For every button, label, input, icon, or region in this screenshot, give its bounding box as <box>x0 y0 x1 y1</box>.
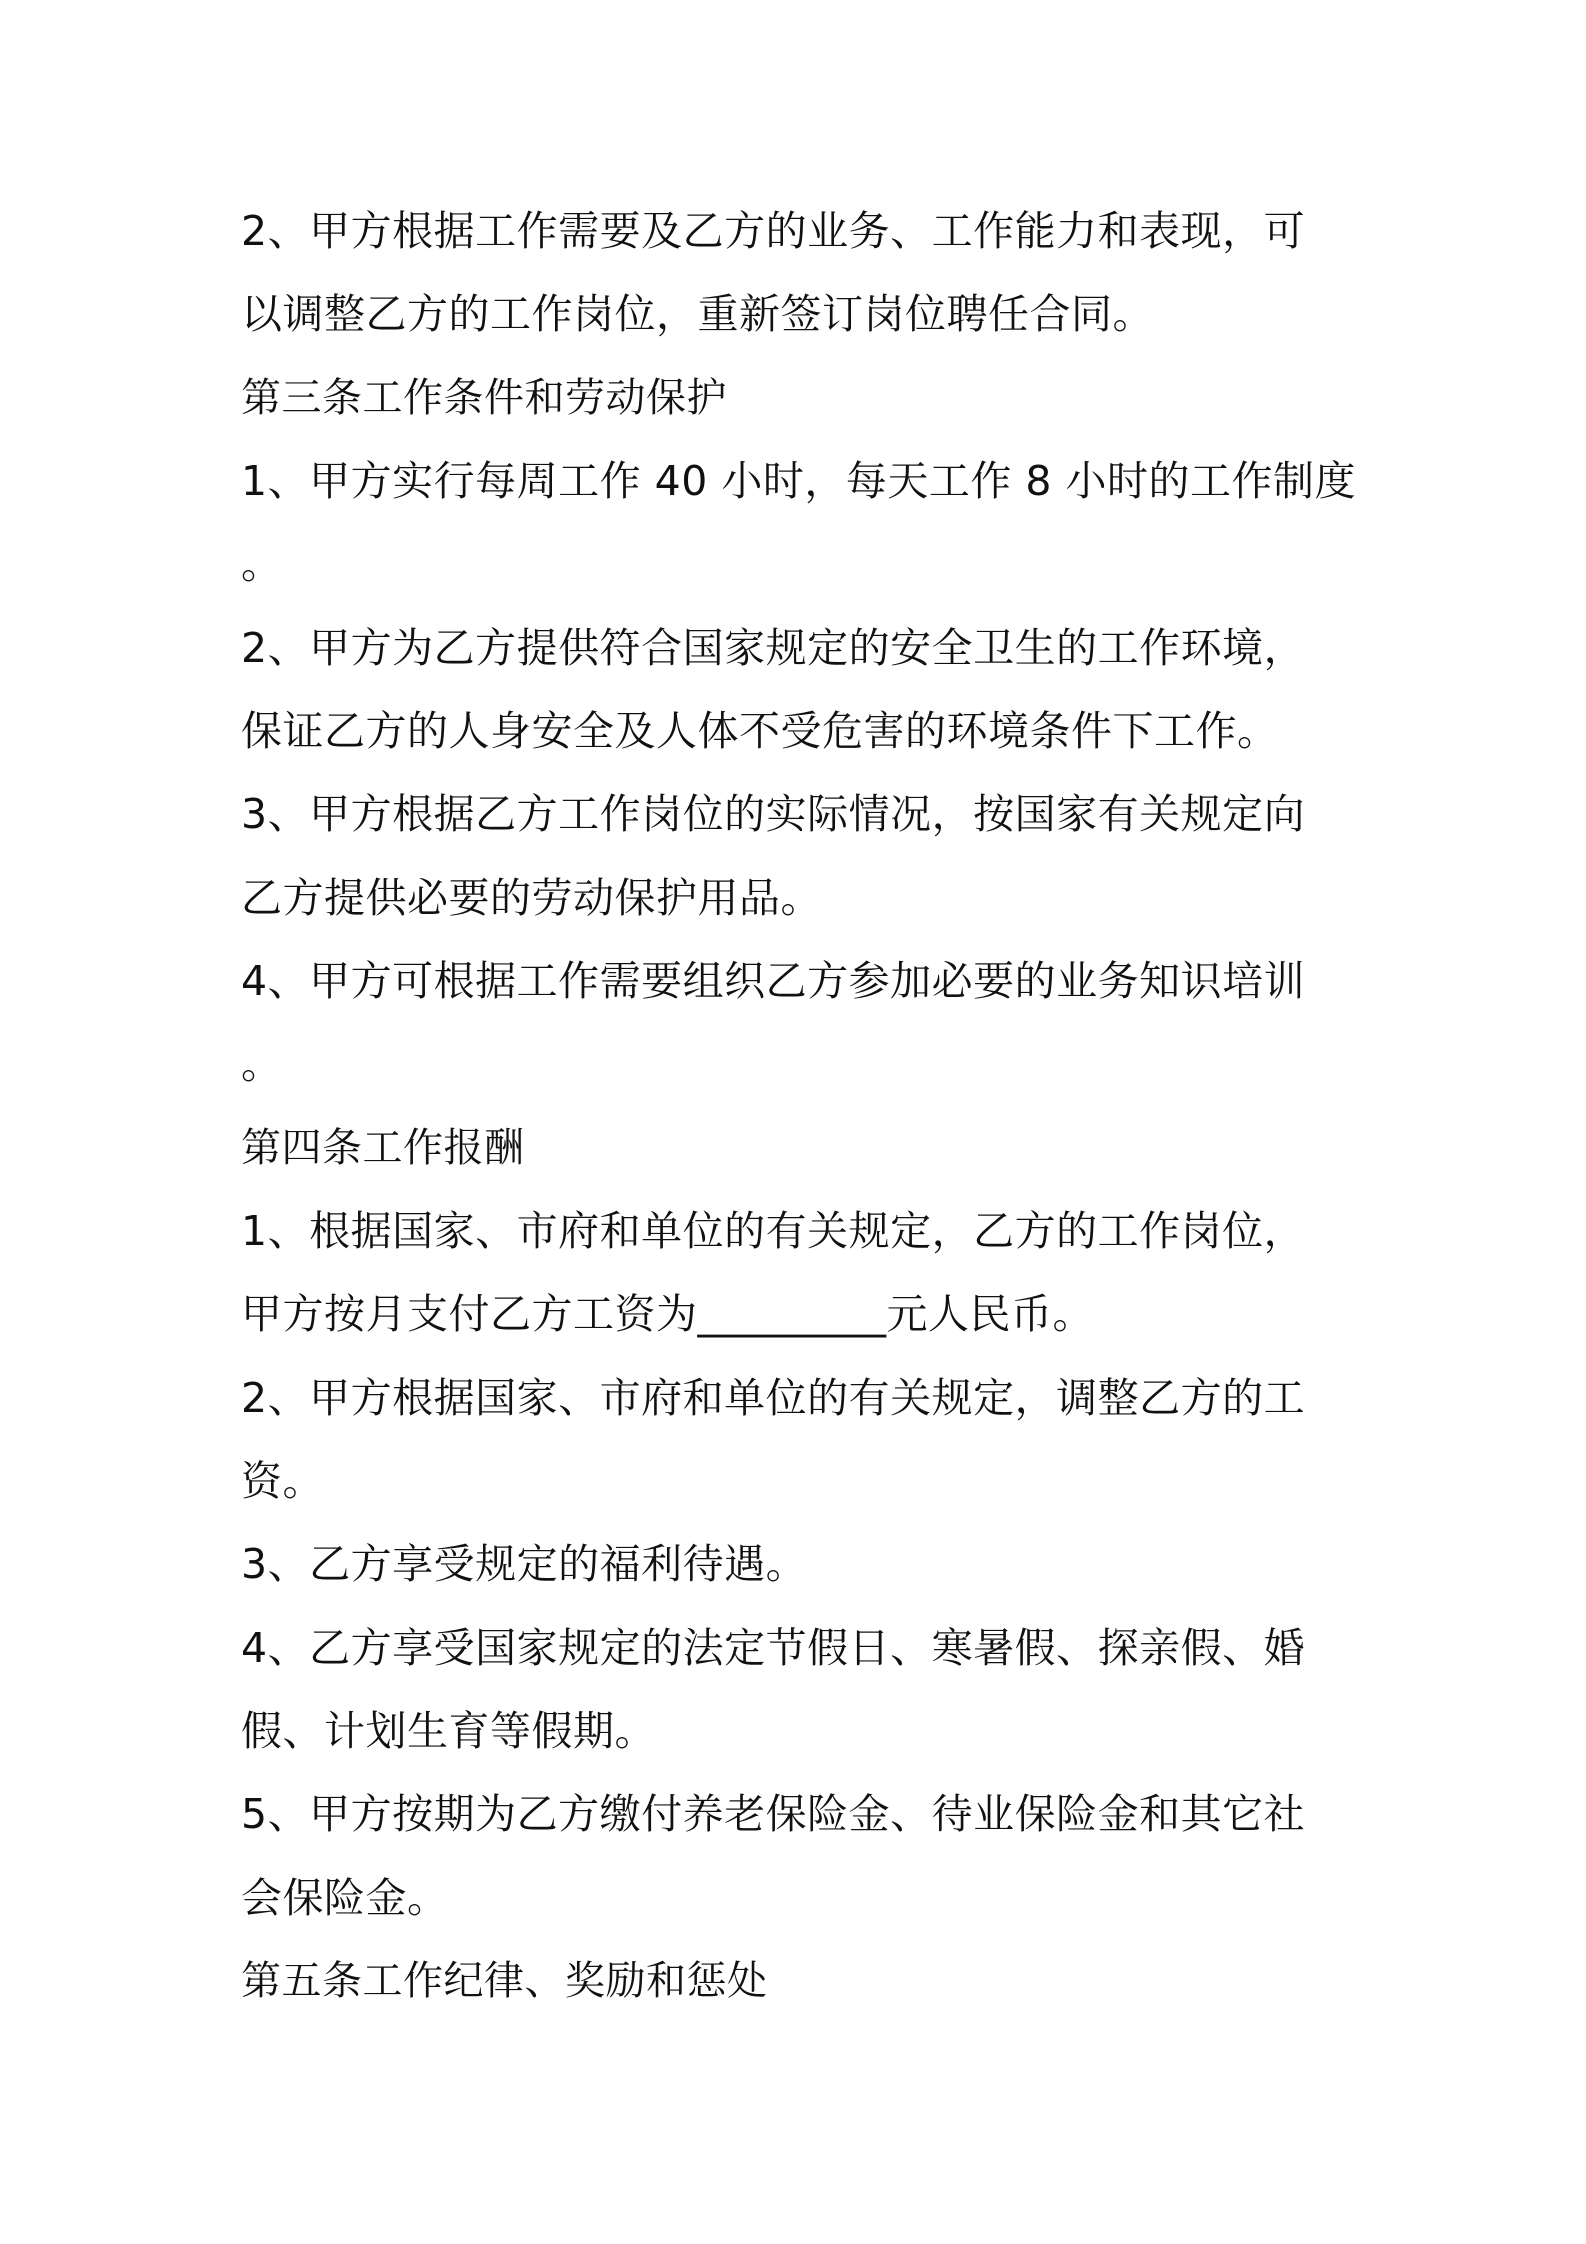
paragraph-line: 5、甲方按期为乙方缴付养老保险金、待业保险金和其它社 <box>241 1790 1306 1838</box>
paragraph-line: 3、甲方根据乙方工作岗位的实际情况，按国家有关规定向 <box>241 790 1306 838</box>
section-heading: 第五条工作纪律、奖励和惩处 <box>241 1958 768 2004</box>
paragraph-line: 保证乙方的人身安全及人体不受危害的环境条件下工作。 <box>241 707 1279 755</box>
paragraph-line: 会保险金。 <box>241 1874 449 1922</box>
paragraph-line: 3、乙方享受规定的福利待遇。 <box>241 1540 808 1588</box>
paragraph-line: 。 <box>241 540 283 588</box>
paragraph-line: 2、甲方根据国家、市府和单位的有关规定，调整乙方的工 <box>241 1374 1306 1422</box>
paragraph-line: 1、甲方实行每周工作 40 小时，每天工作 8 小时的工作制度 <box>241 457 1356 505</box>
section-heading: 第四条工作报酬 <box>241 1125 525 1171</box>
paragraph-line: 2、甲方为乙方提供符合国家规定的安全卫生的工作环境， <box>241 624 1306 672</box>
section-heading: 第三条工作条件和劳动保护 <box>241 375 727 421</box>
paragraph-line: 4、甲方可根据工作需要组织乙方参加必要的业务知识培训 <box>241 957 1306 1005</box>
paragraph-line: 以调整乙方的工作岗位，重新签订岗位聘任合同。 <box>241 290 1154 338</box>
paragraph-line: 假、计划生育等假期。 <box>241 1707 656 1755</box>
paragraph-line: 。 <box>241 1040 283 1088</box>
paragraph-line: 4、乙方享受国家规定的法定节假日、寒暑假、探亲假、婚 <box>241 1624 1306 1672</box>
paragraph-line: 甲方按月支付乙方工资为_________元人民币。 <box>241 1290 1094 1338</box>
paragraph-line: 2、甲方根据工作需要及乙方的业务、工作能力和表现，可 <box>241 207 1306 255</box>
paragraph-line: 1、根据国家、市府和单位的有关规定，乙方的工作岗位， <box>241 1207 1306 1255</box>
paragraph-line: 乙方提供必要的劳动保护用品。 <box>241 874 822 922</box>
paragraph-line: 资。 <box>241 1457 324 1505</box>
